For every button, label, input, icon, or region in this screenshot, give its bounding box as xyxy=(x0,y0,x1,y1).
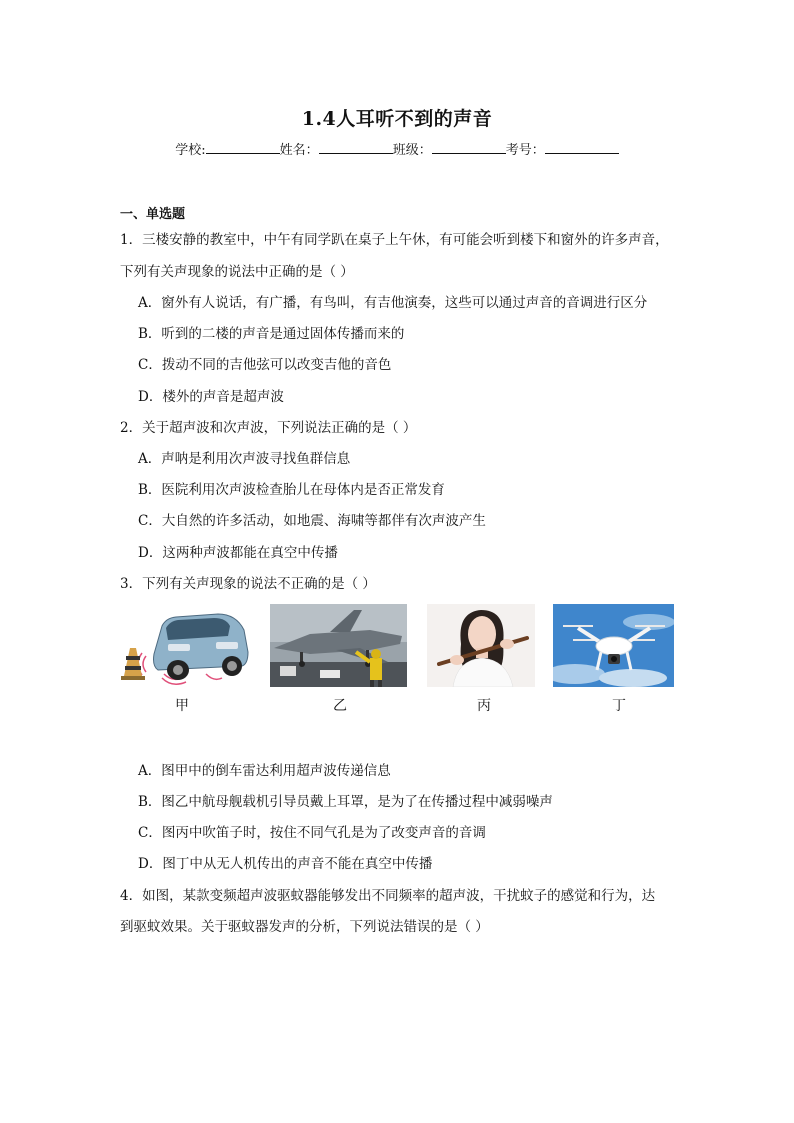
q4-stem-line1: 4．如图，某款变频超声波驱蚊器能够发出不同频率的超声波，干扰蚊子的感觉和行为，达 xyxy=(120,888,656,904)
caption-yi: 乙 xyxy=(333,698,347,714)
caption-ding: 丁 xyxy=(612,698,626,714)
student-info-line xyxy=(0,139,794,158)
class-label: 班级： xyxy=(392,143,432,158)
caption-bing: 丙 xyxy=(477,698,491,714)
car-reversing-radar-image xyxy=(118,604,251,687)
name-label: 姓名： xyxy=(279,143,319,158)
q2-option-b: B．医院利用次声波检查胎儿在母体内是否正常发育 xyxy=(138,482,445,498)
q3-option-b: B．图乙中航母舰载机引导员戴上耳罩，是为了在传播过程中减弱噪声 xyxy=(138,794,553,810)
q1-option-a: A．窗外有人说话，有广播，有鸟叫，有吉他演奏，这些可以通过声音的音调进行区分 xyxy=(138,295,648,311)
q3-option-a: A．图甲中的倒车雷达利用超声波传递信息 xyxy=(138,763,391,779)
q1-stem-line2: 下列有关声现象的说法中正确的是（ ） xyxy=(120,264,354,280)
q2-stem: 2．关于超声波和次声波，下列说法正确的是（ ） xyxy=(120,420,417,436)
q3-option-c: C．图丙中吹笛子时，按住不同气孔是为了改变声音的音调 xyxy=(138,825,486,841)
q3-stem: 3．下列有关声现象的说法不正确的是（ ） xyxy=(120,576,376,592)
q2-option-c: C．大自然的许多活动，如地震、海啸等都伴有次声波产生 xyxy=(138,513,486,529)
q2-option-d: D．这两种声波都能在真空中传播 xyxy=(138,545,338,561)
q3-option-d: D．图丁中从无人机传出的声音不能在真空中传播 xyxy=(138,856,433,872)
page-title: 1.4人耳听不到的声音 xyxy=(301,108,493,130)
q1-stem-line1: 1．三楼安静的教室中，中午有同学趴在桌子上午休，有可能会听到楼下和窗外的许多声音， xyxy=(120,232,669,248)
school-label: 学校: xyxy=(175,143,206,158)
q1-option-d: D．楼外的声音是超声波 xyxy=(138,389,284,405)
name-blank[interactable] xyxy=(319,141,393,154)
q1-option-c: C．拨动不同的吉他弦可以改变吉他的音色 xyxy=(138,357,392,373)
carrier-jet-image xyxy=(270,604,407,687)
number-label: 考号： xyxy=(505,143,545,158)
class-blank[interactable] xyxy=(432,141,506,154)
flute-player-image xyxy=(427,604,535,687)
school-blank[interactable] xyxy=(206,141,280,154)
drone-image xyxy=(553,604,674,687)
q2-option-a: A．声呐是利用次声波寻找鱼群信息 xyxy=(138,451,351,467)
caption-jia: 甲 xyxy=(175,698,189,714)
q1-option-b: B．听到的二楼的声音是通过固体传播而来的 xyxy=(138,326,405,342)
q4-stem-line2: 到驱蚊效果。关于驱蚊器发声的分析，下列说法错误的是（ ） xyxy=(120,919,489,935)
number-blank[interactable] xyxy=(545,141,619,154)
section-heading: 一、单选题 xyxy=(120,207,186,222)
